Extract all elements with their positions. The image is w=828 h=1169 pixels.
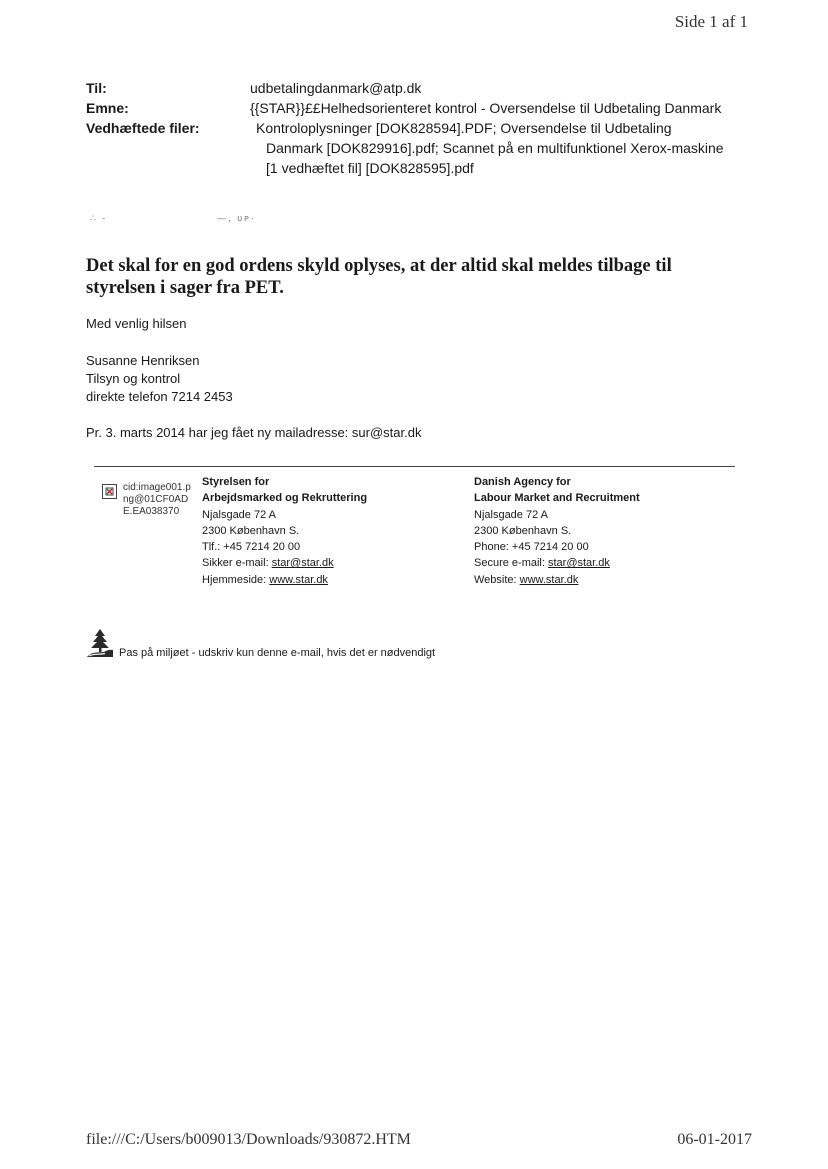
subject-row xyxy=(86,98,766,118)
to-label: Til: xyxy=(86,80,107,96)
eco-note-text: Pas på miljøet - udskriv kun denne e-mail, hvis det er nødvendigt xyxy=(119,647,436,659)
sender-phone: direkte telefon 7214 2453 xyxy=(86,389,233,404)
org-city: 2300 København S. xyxy=(202,524,300,537)
attachment-line: [1 vedhæftet fil] [DOK828595].pdf xyxy=(266,160,474,176)
org-address-danish xyxy=(202,474,367,588)
org-city: 2300 København S. xyxy=(474,524,572,537)
attachment-line: Danmark [DOK829916].pdf; Scannet på en multifunktionel Xerox-maskine xyxy=(266,140,724,156)
attachments-value xyxy=(250,118,766,178)
sender-title: Tilsyn og kontrol xyxy=(86,371,181,386)
image-alt-text: cid:image001.png@01CF0ADE.EA038370 xyxy=(123,482,191,517)
website-label: Hjemmeside: xyxy=(202,573,270,586)
org-street: Njalsgade 72 A xyxy=(474,508,548,521)
main-message: Det skal for en god ordens skyld oplyses, at der altid skal meldes tilbage til styrelsen i sager fra PET. xyxy=(86,256,672,298)
subject-label: Emne: xyxy=(86,100,129,116)
email-header xyxy=(86,78,766,178)
org-street: Njalsgade 72 A xyxy=(202,508,276,521)
to-row xyxy=(86,78,766,98)
org-name-line1: Danish Agency for xyxy=(474,476,571,488)
org-website xyxy=(474,572,640,588)
website-link[interactable]: www.star.dk xyxy=(269,573,328,586)
attachments-label: Vedhæftede filer: xyxy=(86,120,200,136)
secure-email-link[interactable]: star@star.dk xyxy=(547,557,610,570)
attachment-line: Kontroloplysninger [DOK828594].PDF; Oversendelse til Udbetaling xyxy=(256,120,672,136)
secure-email-label: Secure e-mail: xyxy=(474,557,548,570)
secure-email-link[interactable]: star@star.dk xyxy=(271,557,334,570)
redacted-text-fragment xyxy=(90,213,256,224)
to-value: udbetalingdanmark@atp.dk xyxy=(250,80,422,96)
footer-file-path: file:///C:/Users/b009013/Downloads/930872.HTM xyxy=(86,1131,411,1148)
org-address-english xyxy=(474,474,640,588)
org-phone: Tlf.: +45 7214 20 00 xyxy=(202,541,301,554)
broken-image xyxy=(102,482,191,518)
divider xyxy=(94,466,735,467)
attachments-row xyxy=(86,118,766,178)
redacted-fragment-right: —, ᴜᴘ· xyxy=(217,213,256,223)
eco-note xyxy=(86,628,435,661)
org-name-line2: Labour Market and Recruitment xyxy=(474,492,640,505)
org-secure-email xyxy=(202,555,367,571)
org-secure-email xyxy=(474,555,640,571)
org-website xyxy=(202,572,367,588)
broken-image-icon xyxy=(102,484,117,499)
org-name-line1: Styrelsen for xyxy=(202,476,270,488)
sender-signature xyxy=(86,352,233,406)
footer-date: 06-01-2017 xyxy=(677,1131,752,1148)
org-name-line2: Arbejdsmarked og Rekruttering xyxy=(202,492,368,505)
website-link[interactable]: www.star.dk xyxy=(519,573,579,586)
subject-value: {{STAR}}££Helhedsorienteret kontrol - Oversendelse til Udbetaling Danmark xyxy=(250,100,722,116)
secure-email-label: Sikker e-mail: xyxy=(202,557,272,570)
page-number: Side 1 af 1 xyxy=(674,12,748,31)
tree-icon xyxy=(86,628,114,661)
sender-name: Susanne Henriksen xyxy=(86,353,200,368)
website-label: Website: xyxy=(474,573,520,586)
email-change-notice: Pr. 3. marts 2014 har jeg fået ny mailadresse: sur@star.dk xyxy=(86,425,422,440)
closing-greeting: Med venlig hilsen xyxy=(86,316,187,331)
redacted-fragment-left: ∴ - xyxy=(90,213,108,223)
org-phone: Phone: +45 7214 20 00 xyxy=(474,541,589,554)
